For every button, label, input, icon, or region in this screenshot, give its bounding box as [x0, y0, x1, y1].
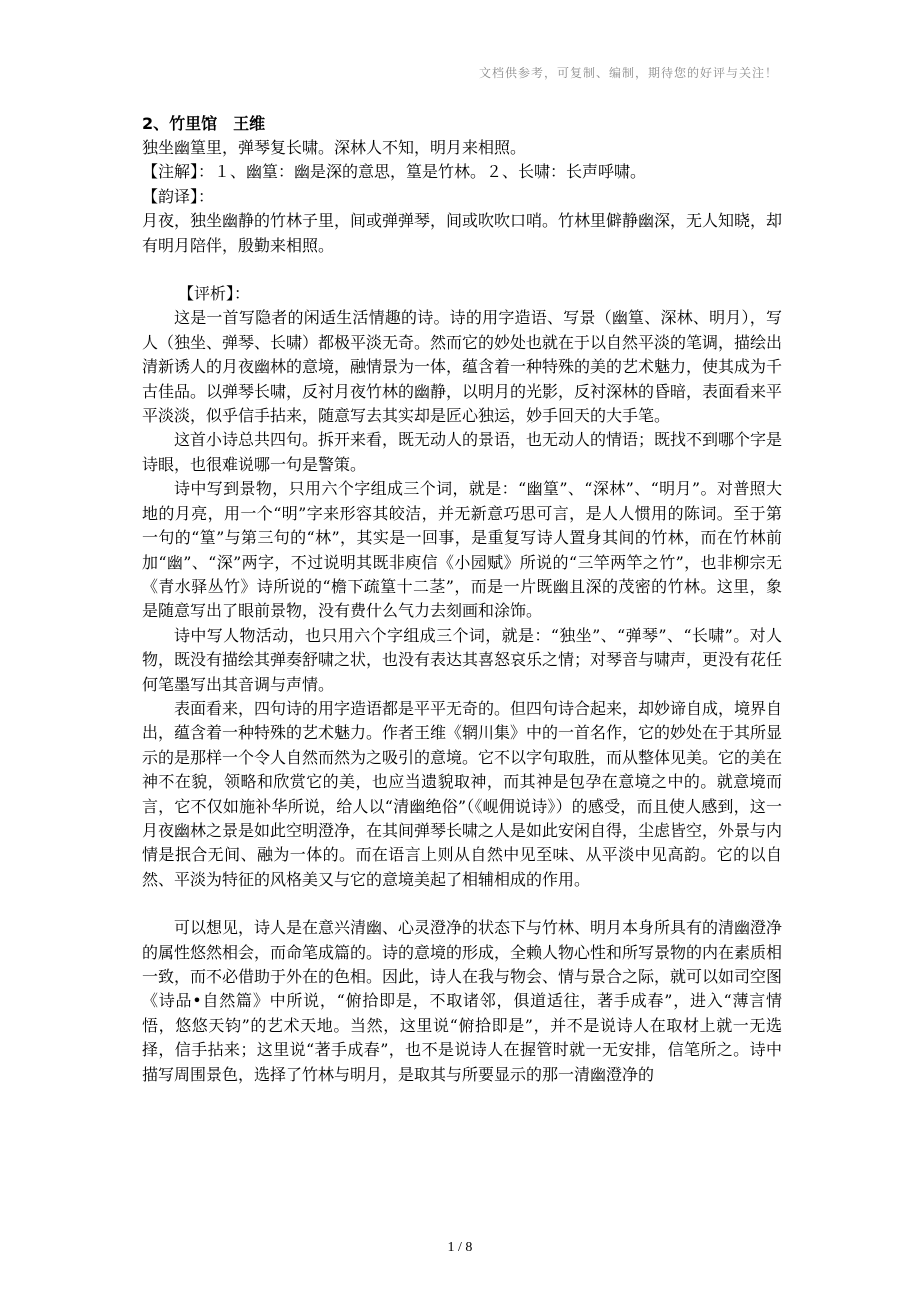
- annotation-line: 【注解】：１、幽篁：幽是深的意思，篁是竹林。２、长啸：长声呼啸。: [142, 162, 647, 182]
- analysis-paragraph-4: 诗中写人物活动，也只用六个字组成三个词，就是：“独坐”、“弹琴”、“长啸”。对人物，既没有描绘其弹奏舒啸之状，也没有表达其喜怒哀乐之情；对琴音与啸声，更没有花任何笔墨写出其音调与声情。: [142, 625, 783, 694]
- translation-label: 【韵译】：: [142, 186, 215, 206]
- poem-text: 独坐幽篁里，弹琴复长啸。深林人不知，明月来相照。: [142, 138, 527, 157]
- analysis-paragraph-2: 这首小诗总共四句。拆开来看，既无动人的景语，也无动人的情语；既找不到哪个字是诗眼，也很难说哪一句是警策。: [142, 430, 783, 474]
- spacer: [142, 258, 782, 282]
- analysis-paragraph-5: 表面看来，四句诗的用字造语都是平平无奇的。但四句诗合起来，却妙谛自成，境界自出，蕴含着一种特殊的艺术魅力。作者王维《辋川集》中的一首名作，它的妙处在于其所显示的是那样一个令人自然而然为之吸引的意境。它不以字句取胜，而从整体见美。它的美在神不在貌，领略和欣赏它的美，也应当遗貌取神，而其神是包孕在意境之中的。就意境而言，它不仅如施补华所说，给人以“清幽绝俗”（《岘佣说诗》）的感受，而且使人感到，这一月夜幽林之景是如此空明澄净，在其间弹琴长啸之人是如此安闲自得，尘虑皆空，外景与内情是抿合无间、融为一体的。而在语言上则从自然中见至味、从平淡中见高韵。它的以自然、平淡为特征的风格美又与它的意境美起了相辅相成的作用。: [142, 698, 783, 889]
- header-note: 文档供参考，可复制、编制，期待您的好评与关注！: [478, 66, 778, 80]
- analysis-paragraph-1: 这是一首写隐者的闲适生活情趣的诗。诗的用字造语、写景（幽篁、深林、明月），写人（独坐、弹琴、长啸）都极平淡无奇。然而它的妙处也就在于以自然平淡的笔调，描绘出清新诱人的月夜幽林的意境，融情景为一体，蕴含着一种特殊的美的艺术魅力，使其成为千古佳品。以弹琴长啸，反衬月夜竹林的幽静，以明月的光影，反衬深林的昏暗，表面看来平平淡淡，似乎信手拈来，随意写去其实却是匠心独运，妙手回天的大手笔。: [142, 308, 783, 426]
- page-number: 1 / 8: [447, 1240, 473, 1255]
- document-body: [142, 112, 782, 1087]
- analysis-label: 【评析】：: [178, 284, 251, 304]
- poem-title: 2、竹里馆 王维: [142, 114, 266, 133]
- spacer: [142, 892, 782, 916]
- analysis-paragraph-6: 可以想见，诗人是在意兴清幽、心灵澄净的状态下与竹林、明月本身所具有的清幽澄净的属性悠然相会，而命笔成篇的。诗的意境的形成，全赖人物心性和所写景物的内在素质相一致，而不必借助于外在的色相。因此，诗人在我与物会、情与景合之际，就可以如司空图《诗品•自然篇》中所说，“俯拾即是，不取诸邻，俱道适往，著手成春”，进入“薄言情悟，悠悠天钧”的艺术天地。当然，这里说“俯拾即是”，并不是说诗人在取材上就一无选择，信手拈来；这里说“著手成春”，也不是说诗人在握管时就一无安排，信笔所之。诗中描写周围景色，选择了竹林与明月，是取其与所要显示的那一清幽澄净的: [142, 918, 783, 1084]
- analysis-paragraph-3: 诗中写到景物，只用六个字组成三个词，就是：“幽篁”、“深林”、“明月”。对普照大地的月亮，用一个“明”字来形容其皎洁，并无新意巧思可言，是人人惯用的陈词。至于第一句的“篁”与第三句的“林”，其实是一回事，是重复写诗人置身其间的竹林，而在竹林前加“幽”、“深”两字，不过说明其既非庾信《小园赋》所说的“三竿两竿之竹”，也非柳宗无《青水驿丛竹》诗所说的“檐下疏篁十二茎”，而是一片既幽且深的茂密的竹林。这里，象是随意写出了眼前景物，没有费什么气力去刻画和涂饰。: [142, 479, 782, 621]
- translation-text: 月夜，独坐幽静的竹林子里，间或弹弹琴，间或吹吹口哨。竹林里僻静幽深，无人知晓，却有明月陪伴，殷勤来相照。: [142, 211, 783, 255]
